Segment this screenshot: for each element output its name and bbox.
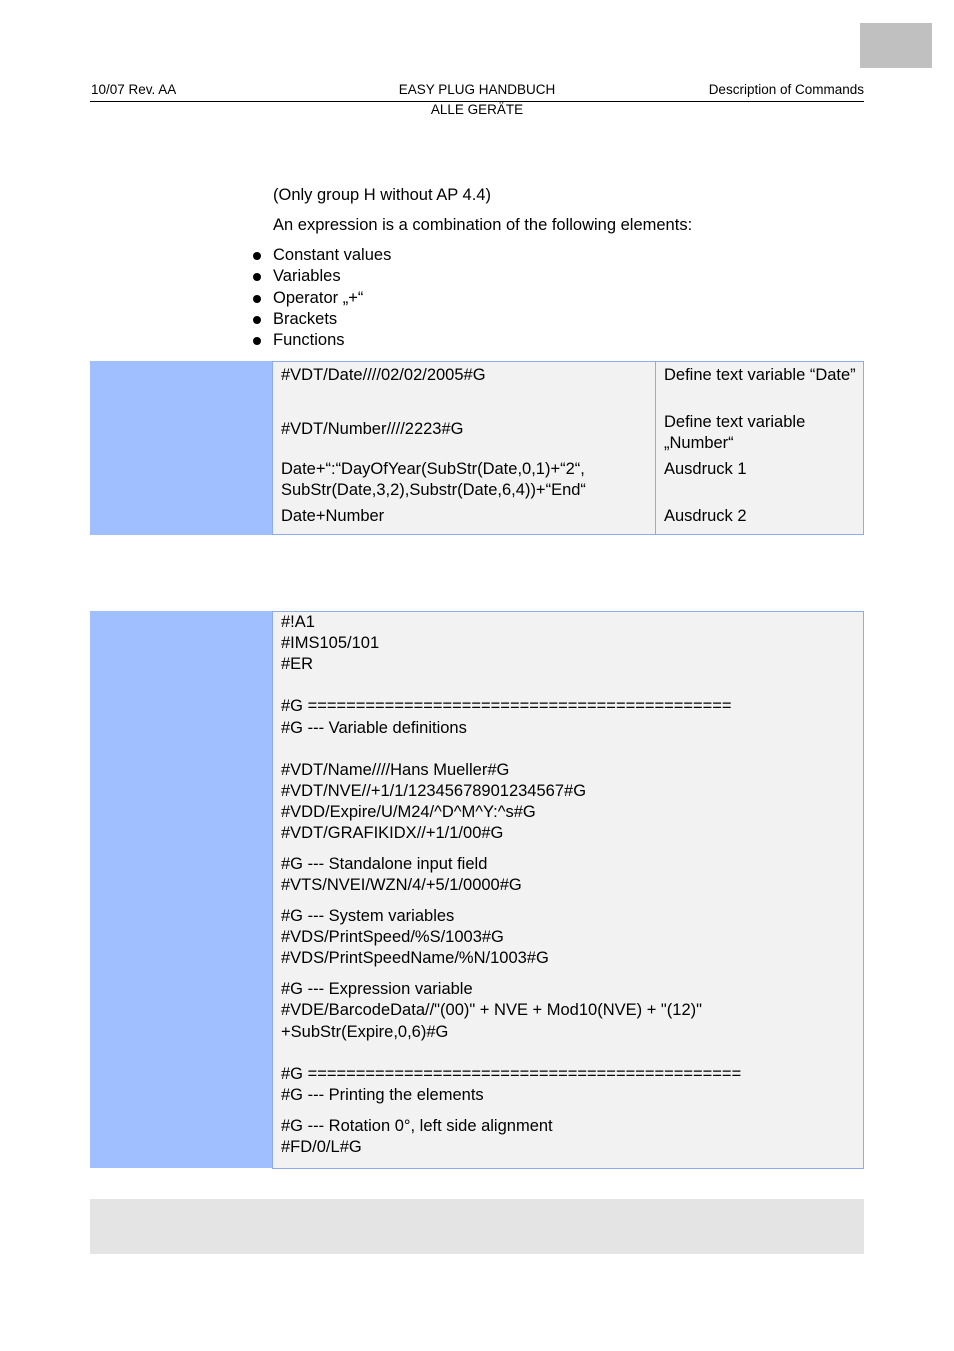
code-line: #VDT/GRAFIKIDX//+1/1/00#G: [281, 824, 504, 842]
code-line: #G --- Rotation 0°, left side alignment: [281, 1117, 553, 1135]
code-listing-margin: [90, 611, 273, 1168]
code-line: #G --- Standalone input field: [281, 855, 488, 873]
code-line: #VDD/Expire/U/M24/^D^M^Y:^s#G: [281, 803, 536, 821]
example-desc-2: Define text variable „Number“: [664, 413, 806, 452]
bullet-icon: [253, 273, 261, 281]
header-section: Description of Commands: [708, 82, 864, 97]
header-subtitle: ALLE GERÄTE: [430, 102, 524, 117]
code-line: #G --- Printing the elements: [281, 1086, 484, 1104]
example-desc-3: Ausdruck 1: [664, 460, 747, 478]
list-item: Functions: [253, 330, 391, 351]
bullet-icon: [253, 316, 261, 324]
code-line: #VDS/PrintSpeedName/%N/1003#G: [281, 949, 549, 967]
list-item: Variables: [253, 266, 391, 287]
code-line: #G =============================================: [281, 1065, 742, 1083]
code-line: #!A1: [281, 613, 315, 631]
list-item: Constant values: [253, 245, 391, 266]
code-line: #G --- Variable definitions: [281, 719, 467, 737]
code-line: #IMS105/101: [281, 634, 380, 652]
example-desc-1: Define text variable “Date”: [664, 366, 856, 384]
code-line: #VDT/NVE//+1/1/12345678901234567#G: [281, 782, 587, 800]
example-desc-4: Ausdruck 2: [664, 507, 747, 525]
code-line: #G ============================================: [281, 697, 732, 715]
example-table-margin: [90, 361, 273, 535]
list-item: Brackets: [253, 309, 391, 330]
code-line: #VDT/Name////Hans Mueller#G: [281, 761, 510, 779]
bullet-icon: [253, 295, 261, 303]
example-code-2: #VDT/Number////2223#G: [281, 420, 464, 438]
list-item: Operator „+“: [253, 288, 391, 309]
code-line: #G --- System variables: [281, 907, 455, 925]
example-code-3: Date+“:“DayOfYear(SubStr(Date,0,1)+“2“, SubStr(Date,3,2),Substr(Date,6,4))+“End“: [281, 460, 586, 499]
footer-bar: [90, 1199, 864, 1254]
header-revision: 10/07 Rev. AA: [91, 82, 177, 97]
code-line: #VDS/PrintSpeed/%S/1003#G: [281, 928, 504, 946]
intro-note: (Only group H without AP 4.4): [273, 186, 491, 204]
code-line: #FD/0/L#G: [281, 1138, 362, 1156]
corner-tab-marker: [860, 23, 932, 68]
code-line: +SubStr(Expire,0,6)#G: [281, 1023, 449, 1041]
code-line: #VDE/BarcodeData//"(00)" + NVE + Mod10(NVE) + "(12)": [281, 1001, 702, 1019]
bullet-icon: [253, 252, 261, 260]
example-code-4: Date+Number: [281, 507, 385, 525]
code-line: #VTS/NVEI/WZN/4/+5/1/0000#G: [281, 876, 522, 894]
example-table-divider: [655, 361, 656, 535]
header-title: EASY PLUG HANDBUCH: [398, 82, 556, 97]
element-list: [253, 245, 391, 351]
example-code-1: #VDT/Date////02/02/2005#G: [281, 366, 486, 384]
intro-lead: An expression is a combination of the following elements:: [273, 216, 693, 234]
code-line: #G --- Expression variable: [281, 980, 473, 998]
bullet-icon: [253, 337, 261, 345]
code-line: #ER: [281, 655, 314, 673]
